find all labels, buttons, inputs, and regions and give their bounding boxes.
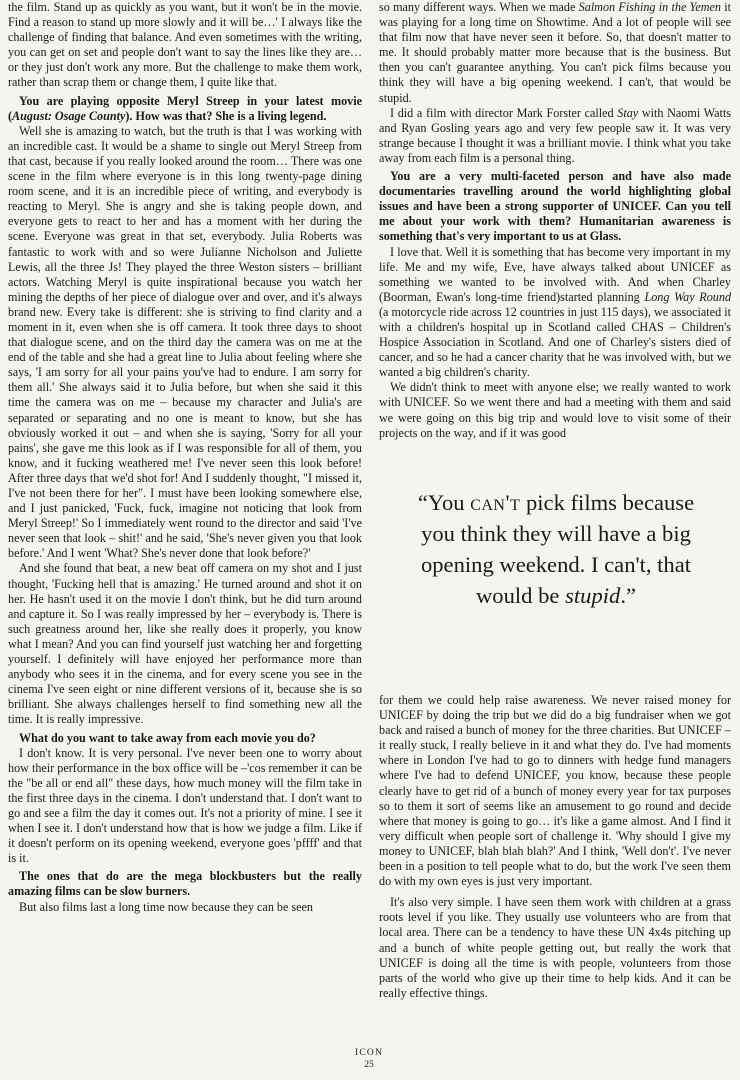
paragraph: for them we could help raise awareness. We never raised money for UNICEF by doing the trip but we did do a big fundraiser when we got back and raised a bunch of money for the three charities. But UNICEF – it really stuck, I really believe in it and what they do. I've had moments where in London I've had to go to dinners with hedge fund managers where I've had to defend UNICEF, you know, because these people clearly have to get rid of a bunch of money every year for tax purposes so to them it sort of seems like an amusement to go round and decide where that money is going to go… it's like a game almost. And I find it very difficult when people sort of challenge it. 'Why should I give my money to UNICEF, blah blah blah?' And I think, 'Well don't'. I've never been in a position to tell people what to do, but the work I've seen them do with my own eyes is just very important. bbox=[379, 693, 731, 889]
right-column-top bbox=[379, 0, 731, 441]
paragraph: And she found that beat, a new beat off camera on my shot and I just thought, 'Fucking hell that is amazing.' He turned around and shot it on her. He hasn't used it on the movie I don't think, but he did turn around and capture it. So I was really impressed by her – everybody is. There is such greatness around her, like she really does it properly, you know what I mean? And you can find yourself just watching her and forgetting yourself. I definitely will have enjoyed her performance more than anybody who sees it in the cinema, and for every scene you see in the cinema I've seen eight or nine different versions of it, because she is so brilliant. She always challenges herself to find something new all the time. It is really impressive. bbox=[8, 561, 362, 727]
paragraph: I love that. Well it is something that has become very important in my life. Me and my wife, Eve, have always talked about UNICEF as something we wanted to be involved with. And when Charley (Boorman, Ewan's long-time friend)started planning Long Way Round (a motorcycle ride across 12 countries in just 115 days), we associated it with a children's hospital up in Scotland called CHAS – Children's Hospice Association in Scotland. And one of Charley's sisters died of cancer, and so he had a cancer charity that he was involved with, but we wanted a big children's charity. bbox=[379, 244, 732, 380]
interview-question: You are playing opposite Meryl Streep in your latest movie (August: Osage County). How was that? She is a living legend. bbox=[8, 93, 362, 123]
paragraph: I did a film with director Mark Forster called Stay with Naomi Watts and Ryan Gosling years ago and very few people saw it. It was very strange because I thought it was a brilliant movie. I think what you take away from each film is a personal thing. bbox=[379, 105, 731, 165]
paragraph: I don't know. It is very personal. I've never been one to worry about how their performance in the box office will be –'cos remember it can be the "be all or end all" these days, how much money will the film take in the first three days in the cinema. I don't understand that. I don't want to go and see a film the day it comes out. It's not a priority of mine. I see it when I see it. I don't understand how that is how we judge a film. Like if it doesn't perform on its opening weekend, everyone goes 'pffff' and that is it. bbox=[8, 745, 362, 866]
paragraph: so many different ways. When we made Salmon Fishing in the Yemen it was playing for a long time on Showtime. And a lot of people will see that film now that have never seen it before. So, that doesn't matter to me. It should probably matter more because that is the business. But then you can't guarantee anything. You can't pick films because you think they will have a big opening weekend. I can't, that would be stupid. bbox=[379, 0, 731, 105]
film-title: Stay bbox=[617, 105, 639, 120]
film-title: Salmon Fishing in the Yemen bbox=[578, 0, 721, 14]
paragraph: We didn't think to meet with anyone else; we really wanted to work with UNICEF. So we went there and had a meeting with them and said we were going on this big trip and would love to visit some of their projects on the way, and if it was good bbox=[379, 380, 731, 440]
right-column-bottom bbox=[379, 693, 731, 1001]
pull-quote: “You can't pick films because you think they will have a big opening weekend. I can't, that would be stupid.” bbox=[417, 490, 695, 608]
left-column bbox=[8, 0, 362, 915]
paragraph: Well she is amazing to watch, but the truth is that I was working with an incredible cast. It would be a shame to single out Meryl Streep from that cast, because if you really looked around the room… There was one scene in the film where everyone is in this long twenty-page dining room scene, and it is an incredible piece of writing, and everybody is reacting to Meryl. She is angry and she is taking people down, and everyone gets to react to her and has a moment with her during the scene. Everyone was great in that set, everybody. Julia Roberts was fantastic to work with and so were Julianne Nicholson and Juliette Lewis, all the three Js! They played the three Weston sisters – brilliant actors. Watching Meryl is quite inspirational because you watch her mining the depths of her piece of dialogue over and over, and it's always brand new. Every take is different: she is striving to find clarity and a moment in it, even when she is off camera. It took three days to shoot that dialogue scene, and on the third day the camera was on me at the end of the table and she had a great line to Julia about feeling where she says, 'I am sorry for all your pains you've had to endure. I am sorry for them all.' She always said it to Julia before, but when she said it this time the camera was on me – because my character and Julia's are separated or separating and no one is meant to know, but she has obviously worked it out – and when she is saying, 'Sorry for all your pains', she gave me this look as if I was responsible for all of them, you know, and it fucking weathered me! I've never seen this look before! After three days that we'd shot for! And I suddenly thought, "I missed it, I've not been there for her". I must have been looking somewhere else, and I just panicked, 'Fuck, fuck, imagine not noticing that look from Meryl Streep!' So I immediately went round to the director and said 'I've never seen that look – shit!' and he said, 'She's never given you that look before.' And I went 'What? She's never done that look before?' bbox=[8, 123, 362, 561]
paragraph: It's also very simple. I have seen them work with children at a grass roots level if you like. They usually use volunteers who are from that local area. There can be a tendency to have these UN 4x4s pitching up and a bunch of white people getting out, but really the work that UNICEF is doing all the time is with people, volunteers from those parts of the world who give up their time to help kids. And it can be really effective things. bbox=[379, 895, 731, 1000]
magazine-name: ICON bbox=[354, 1048, 384, 1058]
interview-question: The ones that do are the mega blockbusters but the really amazing films can be slow burners. bbox=[8, 869, 362, 899]
interview-question: You are a very multi-faceted person and have also made documentaries travelling around the world highlighting global issues and have been a strong supporter of UNICEF. Can you tell me about your work with them? Humanitarian awareness is something that's very important to us at Glass. bbox=[379, 169, 731, 244]
interview-question: What do you want to take away from each movie you do? bbox=[19, 730, 316, 745]
paragraph: But also films last a long time now because they can be seen bbox=[19, 899, 313, 914]
film-title: August: Osage County bbox=[12, 108, 126, 123]
paragraph: the film. Stand up as quickly as you want, but it won't be in the movie. Find a reason to stand up more slowly and it will be…' I always like the challenge of finding that balance. And even sometimes with the writing, you can get on set and people don't want to say the lines like they are… or they just don't work any more. But the challenge to make them work, rather than scrap them or change them, I quite like that. bbox=[8, 0, 362, 90]
page-footer bbox=[346, 1047, 392, 1071]
page-number: 25 bbox=[364, 1060, 374, 1070]
film-title: Long Way Round bbox=[644, 289, 732, 304]
